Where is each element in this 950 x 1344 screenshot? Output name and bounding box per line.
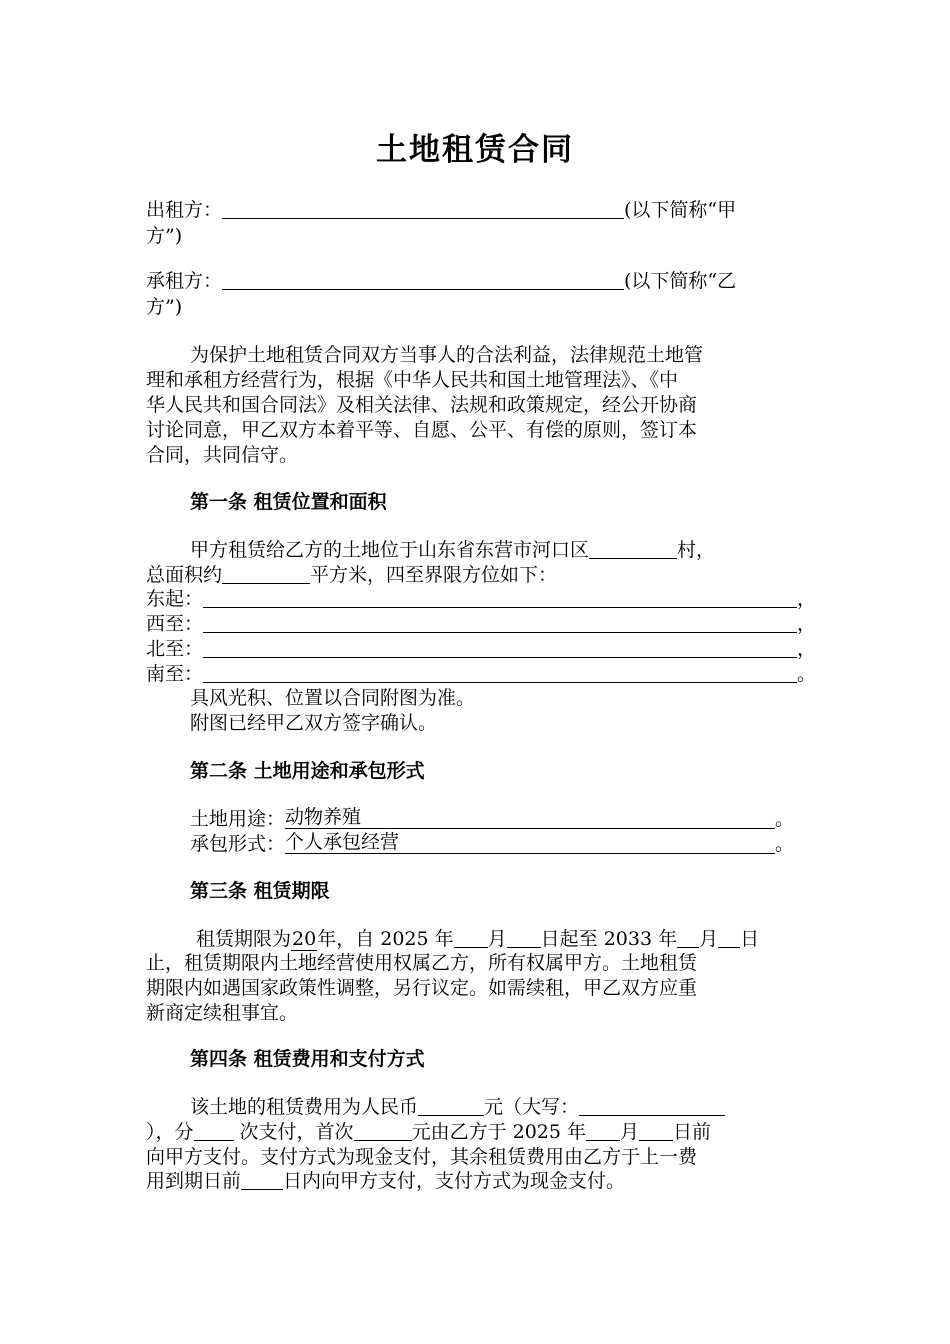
month-text: 月 xyxy=(620,1121,640,1143)
lessor-suffix: (以下简称“甲 xyxy=(624,199,737,221)
payment-day-blank[interactable] xyxy=(639,1119,673,1141)
lessee-suffix-end: 方”) xyxy=(146,296,183,318)
article-3-line: 新商定续租事宜。 xyxy=(146,1002,299,1024)
south-label: 南至： xyxy=(146,663,204,685)
lessor-line-2 xyxy=(146,223,182,249)
west-label: 西至： xyxy=(146,613,204,635)
payment-month-blank[interactable] xyxy=(586,1119,620,1141)
term-years-value[interactable]: 20 xyxy=(292,928,317,950)
area-blank[interactable] xyxy=(222,562,310,584)
rent-uppercase-blank[interactable] xyxy=(579,1094,725,1116)
north-label: 北至： xyxy=(146,638,204,660)
preamble-line: 合同，共同信守。 xyxy=(146,444,299,466)
article-3-line: 期限内如遇国家政策性调整，另行议定。如需续租，甲乙双方应重 xyxy=(146,977,698,999)
area-label: 总面积约 xyxy=(146,564,223,586)
payment-method-text: 日内向甲方支付，支付方式为现金支付。 xyxy=(283,1170,626,1192)
rent-uppercase-label: 元（大写： xyxy=(484,1096,580,1118)
lessor-blank[interactable] xyxy=(222,197,624,219)
land-use-value: 动物养殖 xyxy=(285,806,362,828)
north-blank[interactable] xyxy=(203,636,797,658)
comma: ， xyxy=(797,638,817,660)
article-4-line: 向甲方支付。支付方式为现金支付，其余租赁费用由乙方于上一费 xyxy=(146,1146,698,1168)
lease-term-line xyxy=(196,926,759,952)
period: 。 xyxy=(797,663,817,685)
west-boundary-line xyxy=(146,611,816,637)
start-month-blank[interactable] xyxy=(454,926,488,948)
contract-form-value: 个人承包经营 xyxy=(285,831,400,853)
land-use-label: 土地用途： xyxy=(190,808,286,830)
article-3-line: 止，租赁期限内土地经营使用权属乙方，所有权属甲方。土地租赁 xyxy=(146,952,698,974)
installment-line xyxy=(146,1119,711,1145)
preamble-line: 为保护土地租赁合同双方当事人的合法利益，法律规范土地管 xyxy=(190,344,704,366)
installment-label: ），分 xyxy=(146,1121,194,1143)
comma: ， xyxy=(797,613,817,635)
installment-count-blank[interactable] xyxy=(194,1119,234,1141)
north-boundary-line xyxy=(146,636,816,662)
article-1-note-1: 具风光积、位置以合同附图为准。 xyxy=(190,687,476,709)
east-blank[interactable] xyxy=(203,586,797,608)
due-date-label: 用到期日前 xyxy=(146,1170,242,1192)
article-1-heading: 第一条 租赁位置和面积 xyxy=(190,491,387,513)
article-3-heading: 第三条 租赁期限 xyxy=(190,880,330,902)
location-text: 甲方租赁给乙方的土地位于山东省东营市河口区 xyxy=(190,539,590,561)
village-suffix: 村， xyxy=(677,539,716,561)
contract-form-field[interactable] xyxy=(285,831,775,854)
lessee-blank[interactable] xyxy=(222,268,624,290)
lessee-line-2 xyxy=(146,294,182,320)
lessee-line xyxy=(146,268,736,294)
south-blank[interactable] xyxy=(203,661,797,683)
land-use-line xyxy=(190,806,794,832)
article-1-note-2: 附图已经甲乙双方签字确认。 xyxy=(190,712,438,734)
lessor-suffix-end: 方”) xyxy=(146,225,183,247)
south-boundary-line xyxy=(146,661,816,687)
preamble-line: 讨论同意，甲乙双方本着平等、自愿、公平、有偿的原则，签订本 xyxy=(146,419,698,441)
land-use-field[interactable] xyxy=(285,806,775,829)
contract-form-label: 承包形式： xyxy=(190,833,286,855)
lessor-label: 出租方： xyxy=(146,199,223,221)
article-1-area-line xyxy=(146,562,557,588)
contract-form-line xyxy=(190,831,794,857)
first-payment-blank[interactable] xyxy=(354,1119,412,1141)
article-1-location-line xyxy=(190,537,715,563)
first-payment-label: 次支付，首次 xyxy=(233,1121,354,1143)
lessor-line xyxy=(146,197,736,223)
subsequent-payment-line xyxy=(146,1168,625,1194)
rent-amount-blank[interactable] xyxy=(418,1094,484,1116)
east-boundary-line xyxy=(146,586,816,612)
village-blank[interactable] xyxy=(589,537,677,559)
article-4-heading: 第四条 租赁费用和支付方式 xyxy=(190,1048,425,1070)
lessee-suffix: (以下简称“乙 xyxy=(624,270,737,292)
east-label: 东起： xyxy=(146,588,204,610)
rent-amount-line xyxy=(190,1094,725,1120)
end-month-blank[interactable] xyxy=(677,926,699,948)
start-year-text: 年，自 2025 年 xyxy=(317,928,454,950)
rent-label: 该土地的租赁费用为人民币 xyxy=(190,1096,419,1118)
end-day-blank[interactable] xyxy=(718,926,740,948)
period: 。 xyxy=(775,808,795,830)
lessee-label: 承租方： xyxy=(146,270,223,292)
term-label: 租赁期限为 xyxy=(196,928,292,950)
preamble-line: 理和承租方经营行为，根据《中华人民共和国土地管理法》、《中 xyxy=(146,369,679,391)
month-text: 月 xyxy=(699,928,719,950)
document-title: 土地租赁合同 xyxy=(376,132,574,168)
month-text: 月 xyxy=(487,928,507,950)
before-day-text: 日前 xyxy=(673,1121,712,1143)
days-blank[interactable] xyxy=(241,1168,283,1190)
preamble-line: 华人民共和国合同法》及相关法律、法规和政策规定，经公开协商 xyxy=(146,394,698,416)
start-day-blank[interactable] xyxy=(507,926,541,948)
period: 。 xyxy=(775,833,795,855)
comma: ， xyxy=(797,588,817,610)
end-year-text: 日起至 2033 年 xyxy=(540,928,678,950)
area-suffix: 平方米，四至界限方位如下： xyxy=(310,564,558,586)
article-2-heading: 第二条 土地用途和承包形式 xyxy=(190,760,425,782)
day-text: 日 xyxy=(740,928,760,950)
west-blank[interactable] xyxy=(203,611,797,633)
payment-year-text: 元由乙方于 2025 年 xyxy=(411,1121,586,1143)
